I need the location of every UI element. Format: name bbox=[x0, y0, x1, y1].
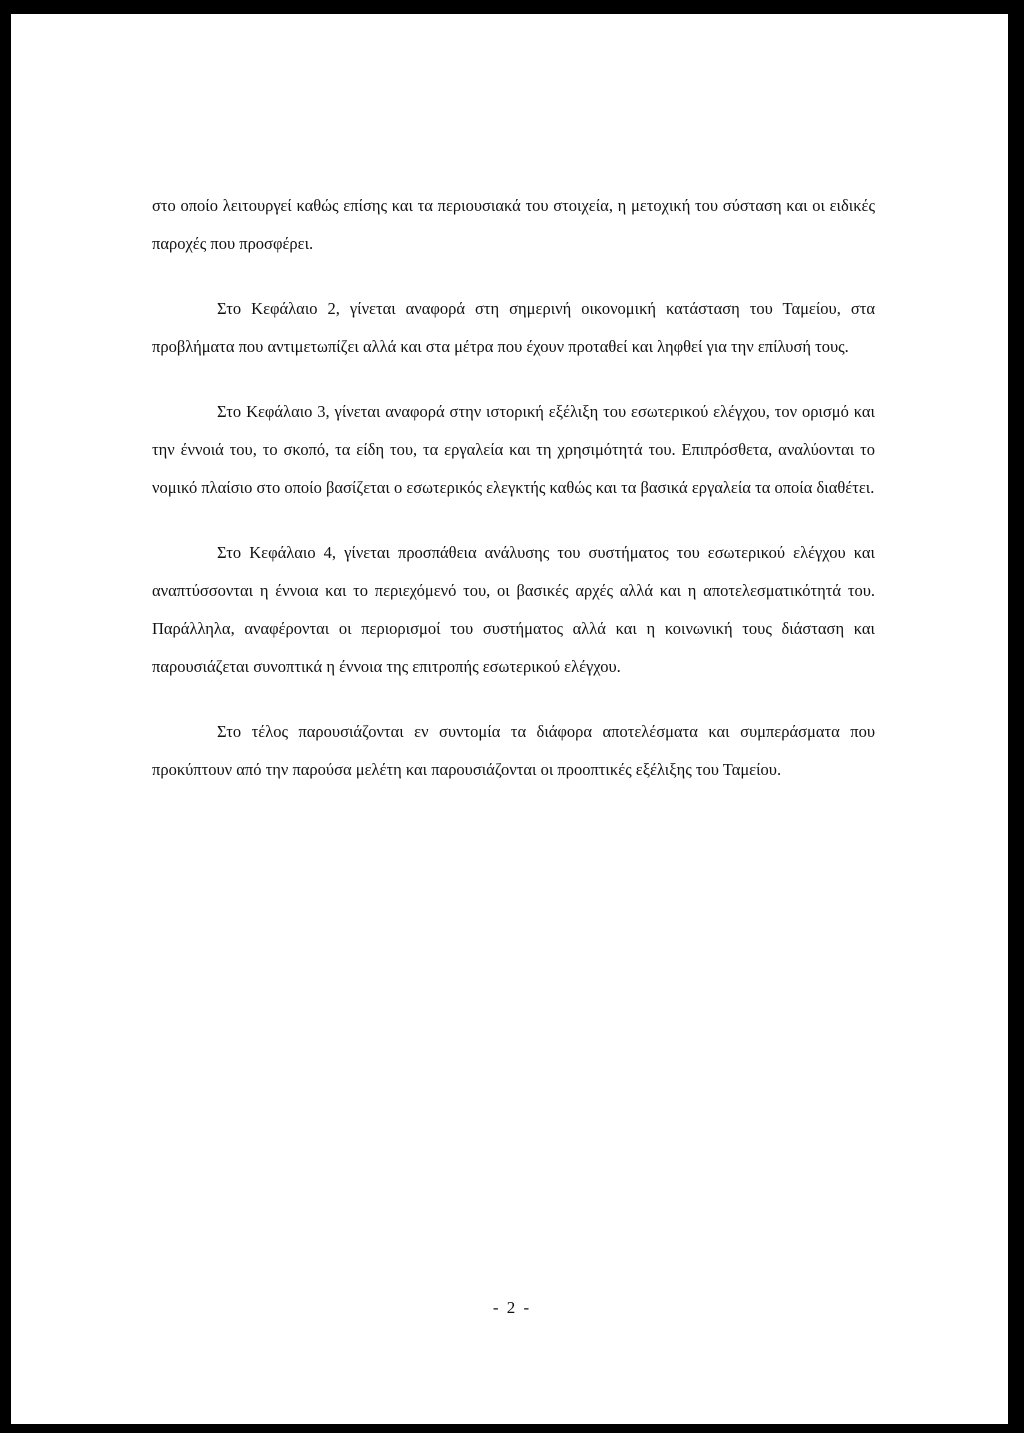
paragraph-conclusion: Στο τέλος παρουσιάζονται εν συντομία τα διάφορα αποτελέσματα και συμπεράσματα που προκύπτουν από την παρούσα μελέτη και παρουσιάζονται οι προοπτικές εξέλιξης του Ταμείου. bbox=[152, 722, 875, 779]
page-number: - 2 - bbox=[492, 1298, 532, 1317]
paragraph-chapter-3: Στο Κεφάλαιο 3, γίνεται αναφορά στην ιστορική εξέλιξη του εσωτερικού ελέγχου, τον ορισμό και την έννοιά του, το σκοπό, τα είδη του, τα εργαλεία και τη χρησιμότητά του. Επιπρόσθετα, αναλύονται το νομικό πλαίσιο στο οποίο βασίζεται ο εσωτερικός ελεγκτής καθώς και τα βασικά εργαλεία τα οποία διαθέτει. bbox=[152, 402, 875, 497]
paragraph-chapter-4: Στο Κεφάλαιο 4, γίνεται προσπάθεια ανάλυσης του συστήματος του εσωτερικού ελέγχου και αναπτύσσονται η έννοια και το περιεχόμενό του, οι βασικές αρχές αλλά και η αποτελεσματικότητά του. Παράλληλα, αναφέρονται οι περιορισμοί του συστήματος αλλά και η κοινωνική τους διάσταση και παρουσιάζεται συνοπτικά η έννοια της επιτροπής εσωτερικού ελέγχου. bbox=[152, 543, 875, 676]
paragraph-continuation: στο οποίο λειτουργεί καθώς επίσης και τα περιουσιακά του στοιχεία, η μετοχική του σύσταση και οι ειδικές παροχές που προσφέρει. bbox=[152, 196, 875, 253]
paragraph-chapter-2: Στο Κεφάλαιο 2, γίνεται αναφορά στη σημερινή οικονομική κατάσταση του Ταμείου, στα προβλήματα που αντιμετωπίζει αλλά και στα μέτρα που έχουν προταθεί και ληφθεί για την επίλυσή τους. bbox=[152, 299, 875, 356]
document-body bbox=[152, 187, 875, 816]
